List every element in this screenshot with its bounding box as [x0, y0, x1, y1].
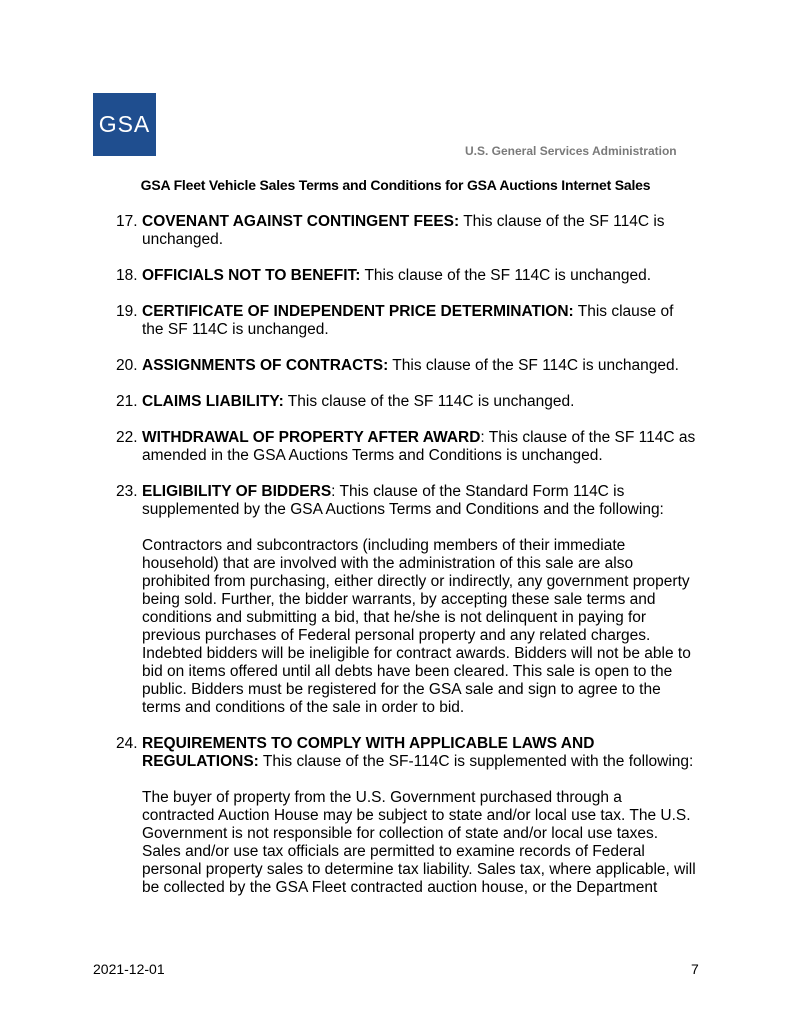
clause-list — [116, 213, 696, 915]
clause-21 — [116, 393, 696, 411]
clause-number: 23. — [116, 483, 138, 500]
clause-number: 22. — [116, 429, 138, 446]
clause-number: 17. — [116, 213, 138, 230]
page-number: 7 — [691, 961, 699, 977]
clause-heading: ELIGIBILITY OF BIDDERS — [142, 483, 332, 500]
clause-number: 19. — [116, 303, 138, 320]
clause-24 — [116, 735, 696, 897]
document-title: GSA Fleet Vehicle Sales Terms and Conditions for GSA Auctions Internet Sales — [140, 177, 651, 193]
clause-number: 21. — [116, 393, 138, 410]
clause-22 — [116, 429, 696, 465]
clause-heading: REQUIREMENTS TO COMPLY WITH APPLICABLE LAWS AND REGULATIONS: — [142, 735, 595, 770]
clause-text: This clause of the SF 114C is unchanged. — [142, 303, 674, 338]
agency-name: U.S. General Services Administration — [465, 144, 677, 158]
clause-heading: WITHDRAWAL OF PROPERTY AFTER AWARD — [142, 429, 481, 446]
clause-17 — [116, 213, 696, 249]
logo-text: GSA — [98, 111, 151, 137]
clause-number: 24. — [116, 735, 138, 752]
gsa-logo — [93, 93, 156, 156]
clause-text: This clause of the SF-114C is supplemented with the following: — [258, 753, 694, 770]
clause-19 — [116, 303, 696, 339]
clause-text: This clause of the SF 114C is unchanged. — [388, 357, 679, 374]
clause-text: : This clause of the SF 114C as amended in the GSA Auctions Terms and Conditions is unchanged. — [142, 429, 696, 464]
clause-18 — [116, 267, 696, 285]
clause-heading: COVENANT AGAINST CONTINGENT FEES: — [142, 213, 460, 230]
clause-20 — [116, 357, 696, 375]
clause-paragraph: Contractors and subcontractors (including members of their immediate household) that are involved with the administration of this sale are also prohibited from purchasing, either directly or indirectly, any government property being sold. Further, the bidder warrants, by accepting these sale terms and conditions and submitting a bid, that he/she is not delinquent in paying for previous purchases of Federal personal property and any related charges. Indebted bidders will be ineligible for contract awards. Bidders will not be able to bid on items offered until all debts have been cleared. This sale is open to the public. Bidders must be registered for the GSA sale and sign to agree to the terms and conditions of the sale in order to bid. — [142, 537, 691, 716]
clause-text: : This clause of the Standard Form 114C is supplemented by the GSA Auctions Terms and Conditions and the following: — [142, 483, 664, 518]
clause-text: This clause of the SF 114C is unchanged. — [360, 267, 652, 284]
clause-heading: CLAIMS LIABILITY: — [142, 393, 284, 410]
footer-date: 2021-12-01 — [93, 961, 165, 977]
clause-heading: ASSIGNMENTS OF CONTRACTS: — [142, 357, 389, 374]
clause-paragraph: The buyer of property from the U.S. Government purchased through a contracted Auction House may be subject to state and/or local use tax. The U.S. Government is not responsible for collection of state and/or local use taxes. Sales and/or use tax officials are permitted to examine records of Federal personal property sales to determine tax liability. Sales tax, where applicable, will be collected by the GSA Fleet contracted auction house, or the Department — [142, 789, 696, 896]
clause-heading: OFFICIALS NOT TO BENEFIT: — [142, 267, 361, 284]
clause-heading: CERTIFICATE OF INDEPENDENT PRICE DETERMINATION: — [142, 303, 574, 320]
clause-text: This clause of the SF 114C is unchanged. — [283, 393, 575, 410]
clause-text: This clause of the SF 114C is unchanged. — [142, 213, 665, 248]
clause-number: 18. — [116, 267, 138, 284]
clause-23 — [116, 483, 696, 717]
clause-number: 20. — [116, 357, 138, 374]
